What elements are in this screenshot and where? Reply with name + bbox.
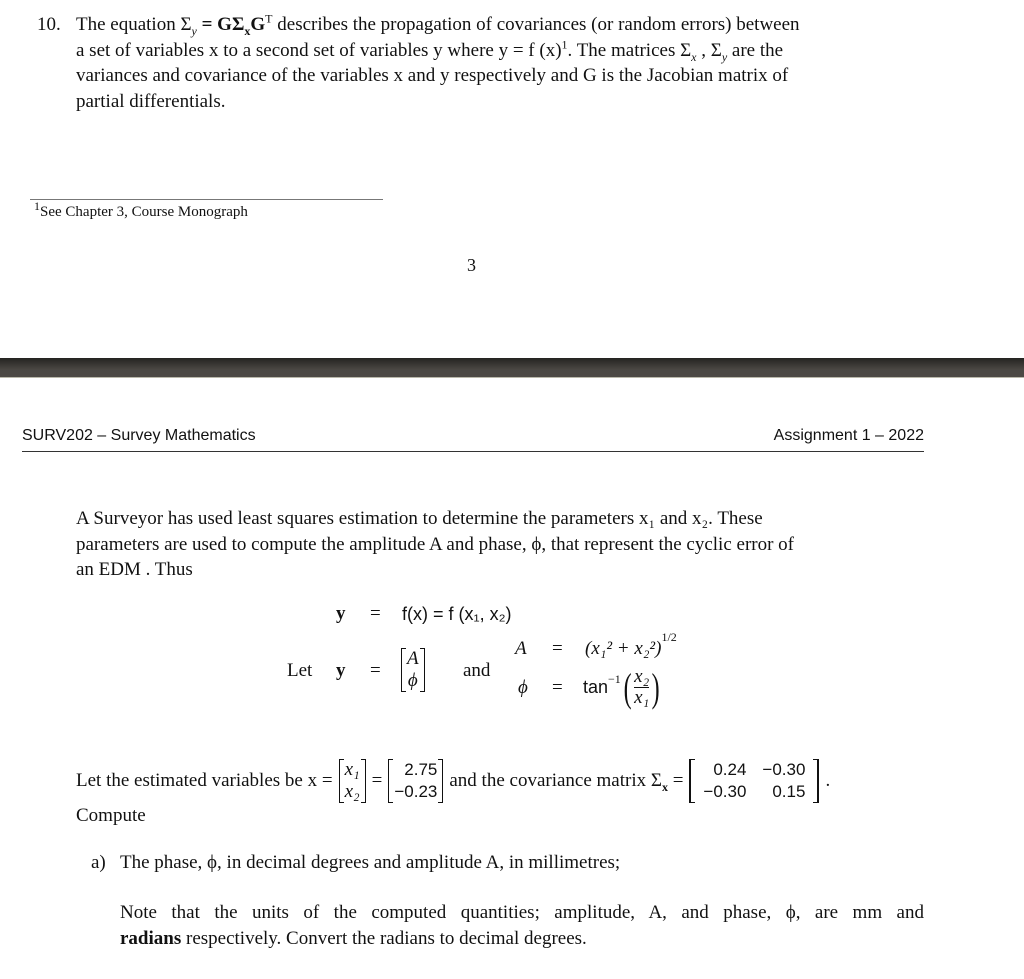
note-line: Note that the units of the computed quantities; amplitude, A, and phase, ϕ, are mm and [120,902,924,923]
equals: = [371,770,383,791]
x1: x₁ [344,759,360,780]
intro-line: A Surveyor has used least squares estimation to determine the parameters x₁ and x₂. These [76,508,763,529]
footnote-mark: 1 [34,199,40,213]
cov-sub: x [661,779,668,794]
q10-sub: x [244,23,251,38]
frac-num: x₂ [634,665,650,687]
vec-phi: ϕ [407,670,418,691]
compute-label: Compute [76,805,146,826]
header-assignment: Assignment 1 – 2022 [773,427,924,444]
eq-equals: = [370,603,381,624]
x2-value: −0.23 [394,782,438,801]
equals: = [667,770,684,791]
q10-text: are the [727,39,784,61]
A-rhs: (x₁² + x₂²) [585,638,662,659]
x2: x₂ [344,781,360,802]
part-a-label: a) [91,852,106,873]
footnote-text: See Chapter 3, Course Monograph [40,204,248,220]
footnote [34,199,248,221]
q10-sup: T [265,11,273,26]
cov-22: 0.15 [772,782,806,801]
eq-fx: f(x) = f (x₁, x₂) [402,604,512,624]
eq-phi-rhs: tan $^{-1}$ ( $\frac{\text{x₂}}{\text{x₁}}$ ) [583,664,660,710]
q10-text: partial differentials. [76,90,226,112]
cov-11: 0.24 [713,760,747,779]
page-number: 3 [467,255,476,275]
A-exp: 1/2 [661,629,677,644]
q10-sub: x [691,49,697,64]
header-rule [22,451,924,452]
q10-sub: y [191,23,197,38]
q10-text: , Σ [696,39,722,61]
let-label: Let [287,660,313,681]
page-separator [0,358,1024,378]
and-label: and [463,660,491,681]
vec-A: A [407,648,419,669]
footnote-rule [30,199,383,200]
header-course: SURV202 – Survey Mathematics [22,427,256,444]
estimates-line [76,756,830,806]
question-10-text [76,12,924,114]
note [120,900,924,951]
q10-text: . The matrices Σ [567,39,692,61]
footnote-ref[interactable]: 1 [561,37,568,52]
eq-equals: = [552,677,563,698]
eq-equals: = [370,660,381,681]
q10-text: describes the propagation of covariances (or random errors) between [272,14,800,35]
note-line: respectively. Convert the radians to decimal degrees. [181,927,587,949]
period: . [825,770,831,791]
intro-paragraph [76,506,924,583]
tan: tan [583,676,609,697]
q10-text: a set of variables x to a second set of variables y where y = f (x) [76,39,562,61]
part-a-text: The phase, ϕ, in decimal degrees and amplitude A, in millimetres; [120,852,621,873]
x1-value: 2.75 [404,760,438,779]
eq-equals: = [552,638,563,659]
q10-text: The equation Σ [76,14,192,35]
note-bold: radians [120,927,182,949]
question-number: 10. [37,14,61,35]
estimates-label: Let the estimated variables be x = [76,770,333,791]
frac-den: x₁ [634,686,650,708]
intro-line: an EDM . Thus [76,559,193,580]
q10-text: variances and covariance of the variables x and y respectively and G is the Jacobian matrix of [76,65,789,86]
q10-text: = GΣ [196,14,245,35]
y-vector [401,648,425,692]
intro-line: parameters are used to compute the amplitude A and phase, ϕ, that represent the cyclic error of [76,533,795,555]
q10-text: G [250,14,266,35]
eq-A-rhs [585,629,677,660]
eq-A: A [515,638,527,659]
cov-label: and the covariance matrix Σ [449,770,662,791]
eq-phi: ϕ [518,677,528,698]
eq-y: y [336,603,346,624]
eq-y2: y [336,660,346,681]
cov-12: −0.30 [762,760,806,779]
q10-sub: y [721,49,728,64]
cov-21: −0.30 [703,782,747,801]
